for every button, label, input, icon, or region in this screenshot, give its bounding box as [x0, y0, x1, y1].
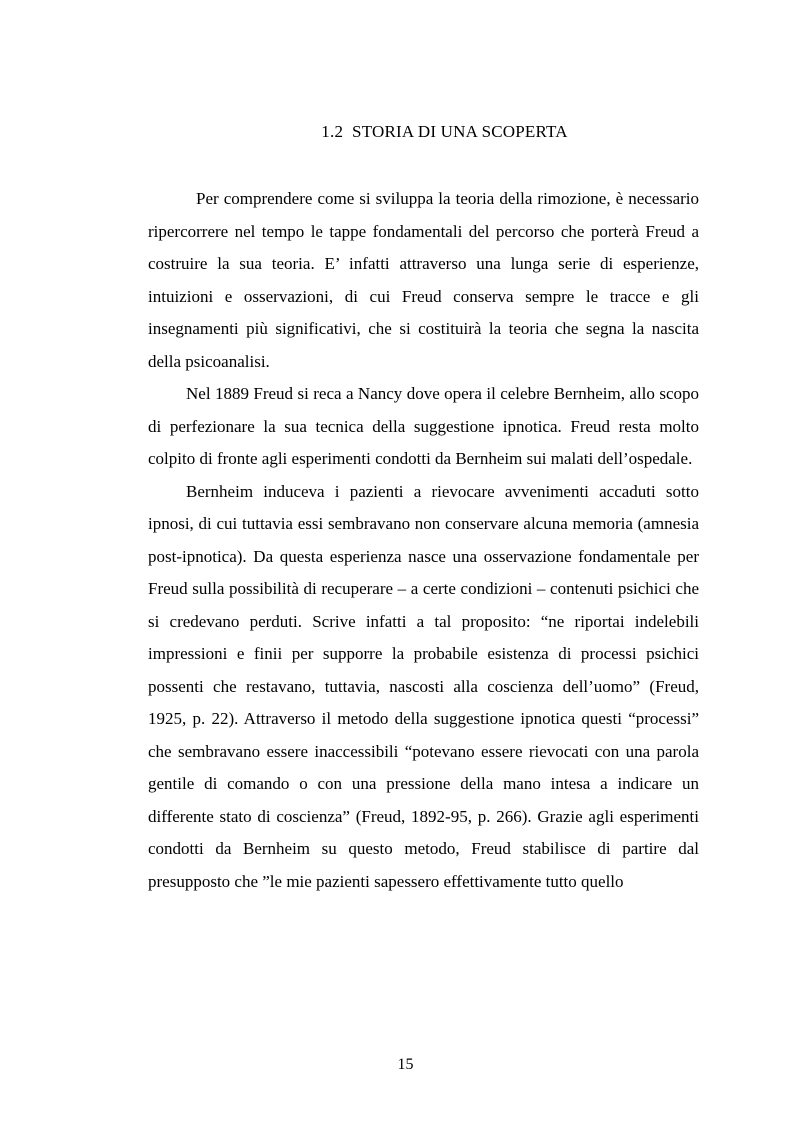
page-number: 15 [397, 1056, 414, 1073]
paragraph: Nel 1889 Freud si reca a Nancy dove opera il celebre Bernheim, allo scopo di perfezionare la sua tecnica della suggestione ipnotica. Freud resta molto colpito di fronte agli esperimenti condotti da Bernheim sui malati dell’ospedale. [148, 384, 699, 468]
body-text [148, 183, 699, 898]
section-heading: 1.2 STORIA DI UNA SCOPERTA [321, 122, 568, 141]
paragraph: Per comprendere come si sviluppa la teoria della rimozione, è necessario ripercorrere nel tempo le tappe fondamentali del percorso che porterà Freud a costruire la sua teoria. E’ infatti attraverso una lunga serie di esperienze, intuizioni e osservazioni, di cui Freud conserva sempre le tracce e gli insegnamenti più significativi, che si costituirà la teoria che segna la nascita della psicoanalisi. [148, 189, 699, 371]
paragraph: Bernheim induceva i pazienti a rievocare avvenimenti accaduti sotto ipnosi, di cui tuttavia essi sembravano non conservare alcuna memoria (amnesia post-ipnotica). Da questa esperienza nasce una osservazione fondamentale per Freud sulla possibilità di recuperare – a certe condizioni – contenuti psichici che si credevano perduti. Scrive infatti a tal proposito: “ne riportai indelebili impressioni e finii per supporre la probabile esistenza di processi psichici possenti che restavano, tuttavia, nascosti alla coscienza dell’uomo” (Freud, 1925, p. 22). Attraverso il metodo della suggestione ipnotica questi “processi” che sembravano essere inaccessibili “potevano essere rievocati con una parola gentile di comando o con una pressione della mano intesa a indicare un differente stato di coscienza” (Freud, 1892-95, p. 266). Grazie agli esperimenti condotti da Bernheim su questo metodo, Freud stabilisce di partire dal presupposto che ”le mie pazienti sapessero effettivamente tutto quello [148, 481, 699, 891]
